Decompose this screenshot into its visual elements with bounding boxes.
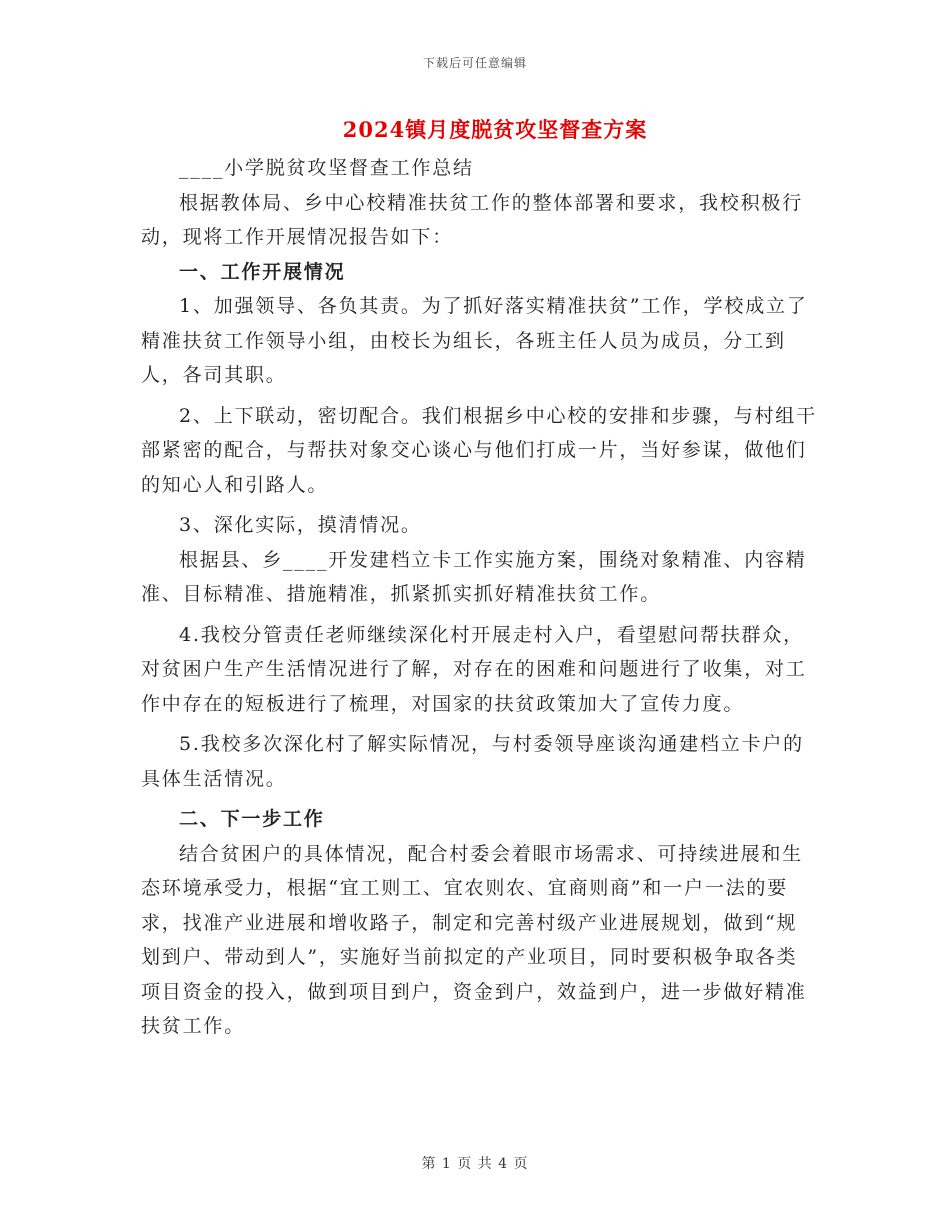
section-heading-1: 一、工作开展情况 — [179, 260, 346, 283]
paragraph-item-4: 4.我校分管责任老师继续深化村开展走村入户，看望慰问帮扶群众，对贫困户生产生活情况进行了解，对存在的困难和问题进行了收集，对工作中存在的短板进行了梳理，对国家的扶贫政策加大了宣传力度。 — [141, 623, 807, 715]
document-title: 2024镇月度脱贫攻坚督查方案 — [342, 117, 648, 142]
header-note: 下载后可任意编辑 — [422, 56, 527, 70]
document-body — [141, 151, 817, 1044]
paragraph-item-1: 1、加强领导、各负其责。为了抓好落实精准扶贫”工作，学校成立了精准扶贫工作领导小组，由校长为组长，各班主任人员为成员，分工到人，各司其职。 — [141, 295, 808, 386]
paragraph-intro: 根据教体局、乡中心校精准扶贫工作的整体部署和要求，我校积极行动，现将工作开展情况报告如下： — [141, 191, 804, 248]
section-heading-2: 二、下一步工作 — [179, 808, 325, 830]
paragraph-item-5: 5.我校多次深化村了解实际情况，与村委领导座谈沟通建档立卡户的具体生活情况。 — [141, 733, 804, 790]
paragraph-item-3: 3、深化实际，摸清情况。 — [179, 514, 422, 536]
paragraph-next-steps: 结合贫困户的具体情况，配合村委会着眼市场需求、可持续进展和生态环境承受力，根据“宜工则工、宜农则农、宜商则商”和一户一法的要求，找准产业进展和增收路子，制定和完善村级产业进展规划，做到“规划到户、带动到人”，实施好当前拟定的产业项目，同时要积极争取各类项目资金的投入，做到项目到户，资金到户，效益到户，进一步做好精准扶贫工作。 — [141, 842, 807, 1037]
page-footer: 第 1 页 共 4 页 — [421, 1156, 529, 1172]
paragraph-item-3-detail: 根据县、乡____开发建档立卡工作实施方案，围绕对象精准、内容精准、目标精准、措施精准，抓紧抓实抓好精准扶贫工作。 — [141, 548, 807, 605]
paragraph-subtitle: ____小学脱贫攻坚督查工作总结 — [179, 157, 474, 179]
paragraph-item-2: 2、上下联动，密切配合。我们根据乡中心校的安排和步骤，与村组干部紧密的配合，与帮扶对象交心谈心与他们打成一片，当好参谋，做他们的知心人和引路人。 — [141, 404, 817, 496]
